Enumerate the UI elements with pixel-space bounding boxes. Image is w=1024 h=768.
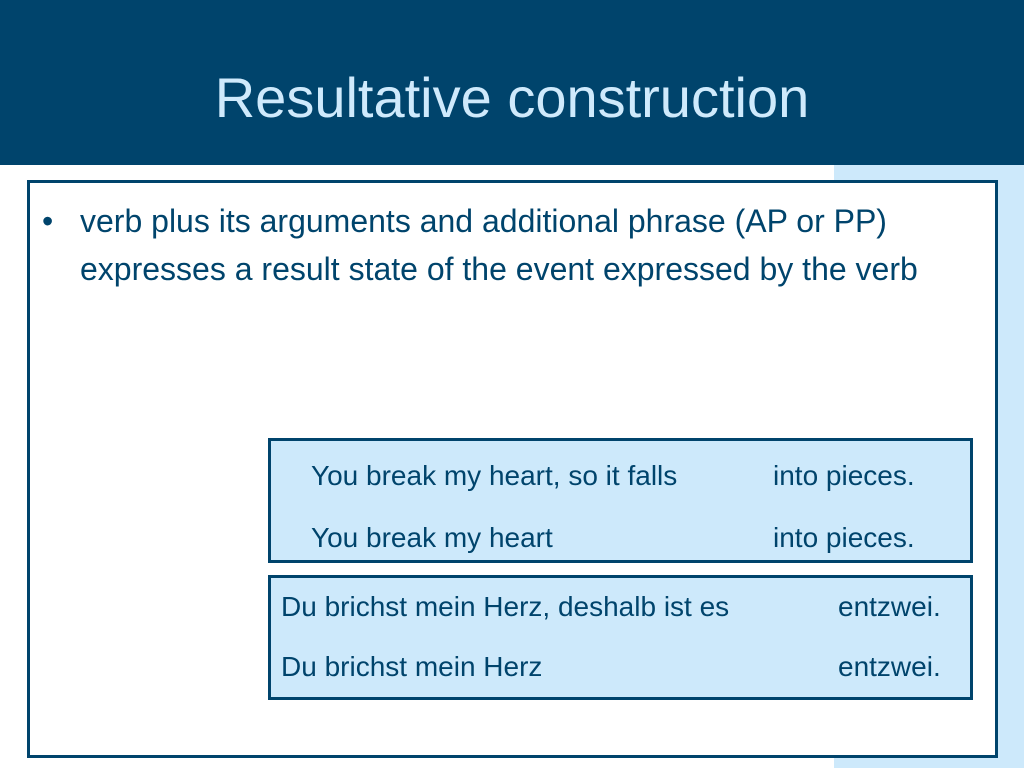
english-example-box (268, 438, 973, 563)
english-example-1-right: into pieces. (773, 460, 915, 491)
german-example-1-right: entzwei. (838, 591, 941, 622)
slide-title: Resultative construction (214, 66, 810, 129)
bullet-item (42, 197, 982, 293)
german-example-2-left: Du brichst mein Herz (281, 651, 543, 682)
title-bar (0, 0, 1024, 165)
bullet-text: verb plus its arguments and additional phrase (AP or PP) expresses a result state of the event expressed by the verb (80, 203, 918, 287)
german-example-1-left: Du brichst mein Herz, deshalb ist es (281, 591, 730, 622)
english-example-2-left: You break my heart (311, 522, 553, 553)
bullet-icon: • (42, 203, 54, 239)
german-example-box (268, 575, 973, 700)
english-example-1-left: You break my heart, so it falls (311, 460, 678, 491)
english-example-2-right: into pieces. (773, 522, 915, 553)
german-example-2-right: entzwei. (838, 651, 941, 682)
